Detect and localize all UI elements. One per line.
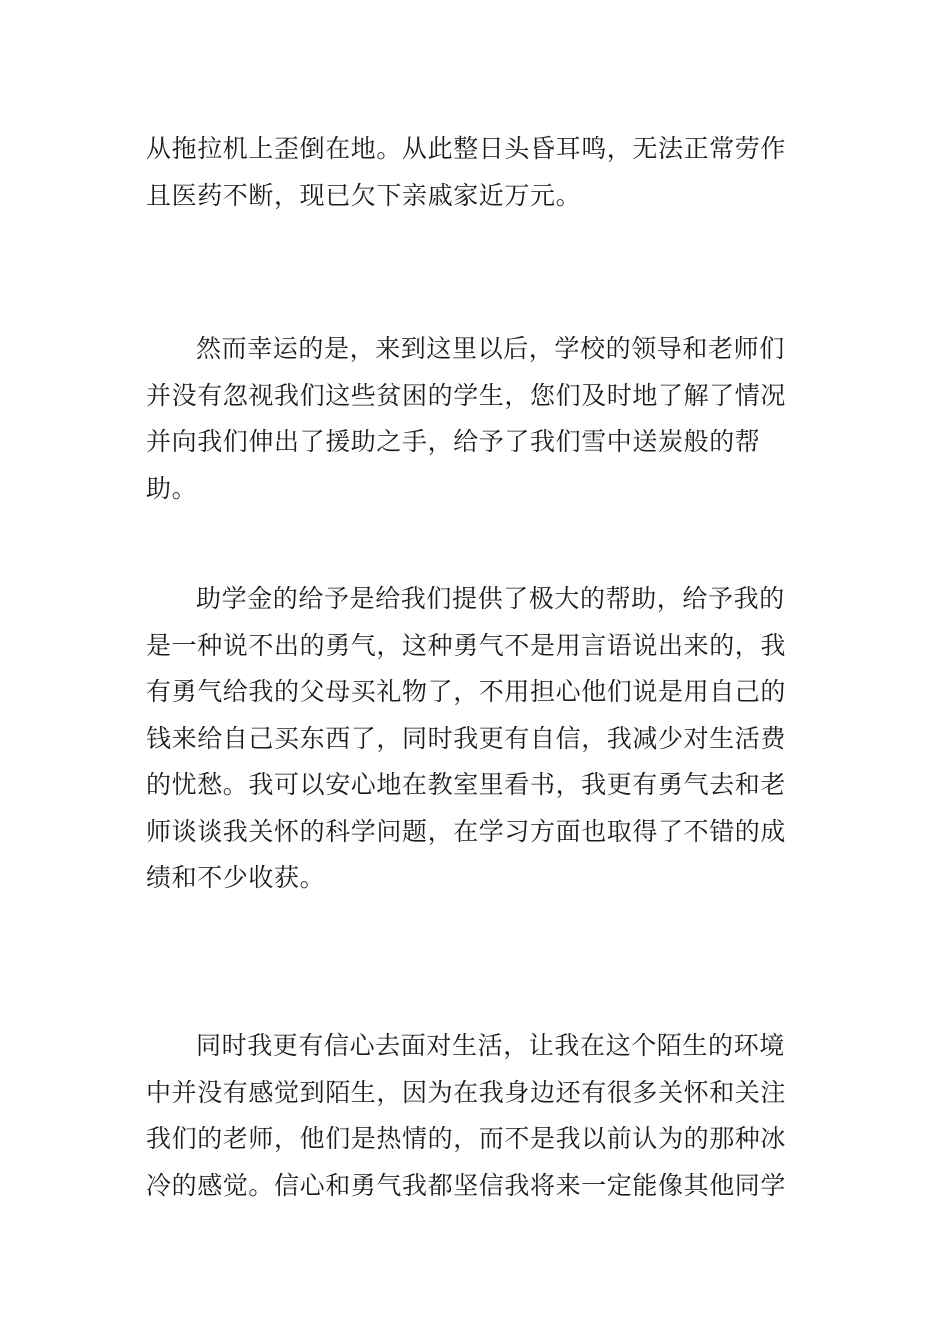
paragraph-2: 然而幸运的是，来到这里以后，学校的领导和老师们并没有忽视我们这些贫困的学生，您们及时地了解了情况并向我们伸出了援助之手，给予了我们雪中送炭般的帮助。	[146, 334, 787, 503]
paragraph-3: 助学金的给予是给我们提供了极大的帮助，给予我的是一种说不出的勇气，这种勇气不是用言语说出来的，我有勇气给我的父母买礼物了，不用担心他们说是用自己的钱来给自己买东西了，同时我更有自信，我减少对生活费的忧愁。我可以安心地在教室里看书，我更有勇气去和老师谈谈我关怀的科学问题，在学习方面也取得了不错的成绩和不少收获。	[146, 584, 787, 892]
paragraph-4: 同时我更有信心去面对生活，让我在这个陌生的环境中并没有感觉到陌生，因为在我身边还有很多关怀和关注我们的老师，他们是热情的，而不是我以前认为的那种冰冷的感觉。信心和勇气我都坚信我将来一定能像其他同学	[146, 1031, 787, 1200]
paragraph-1: 从拖拉机上歪倒在地。从此整日头昏耳鸣，无法正常劳作且医药不断，现已欠下亲戚家近万元。	[146, 134, 787, 210]
